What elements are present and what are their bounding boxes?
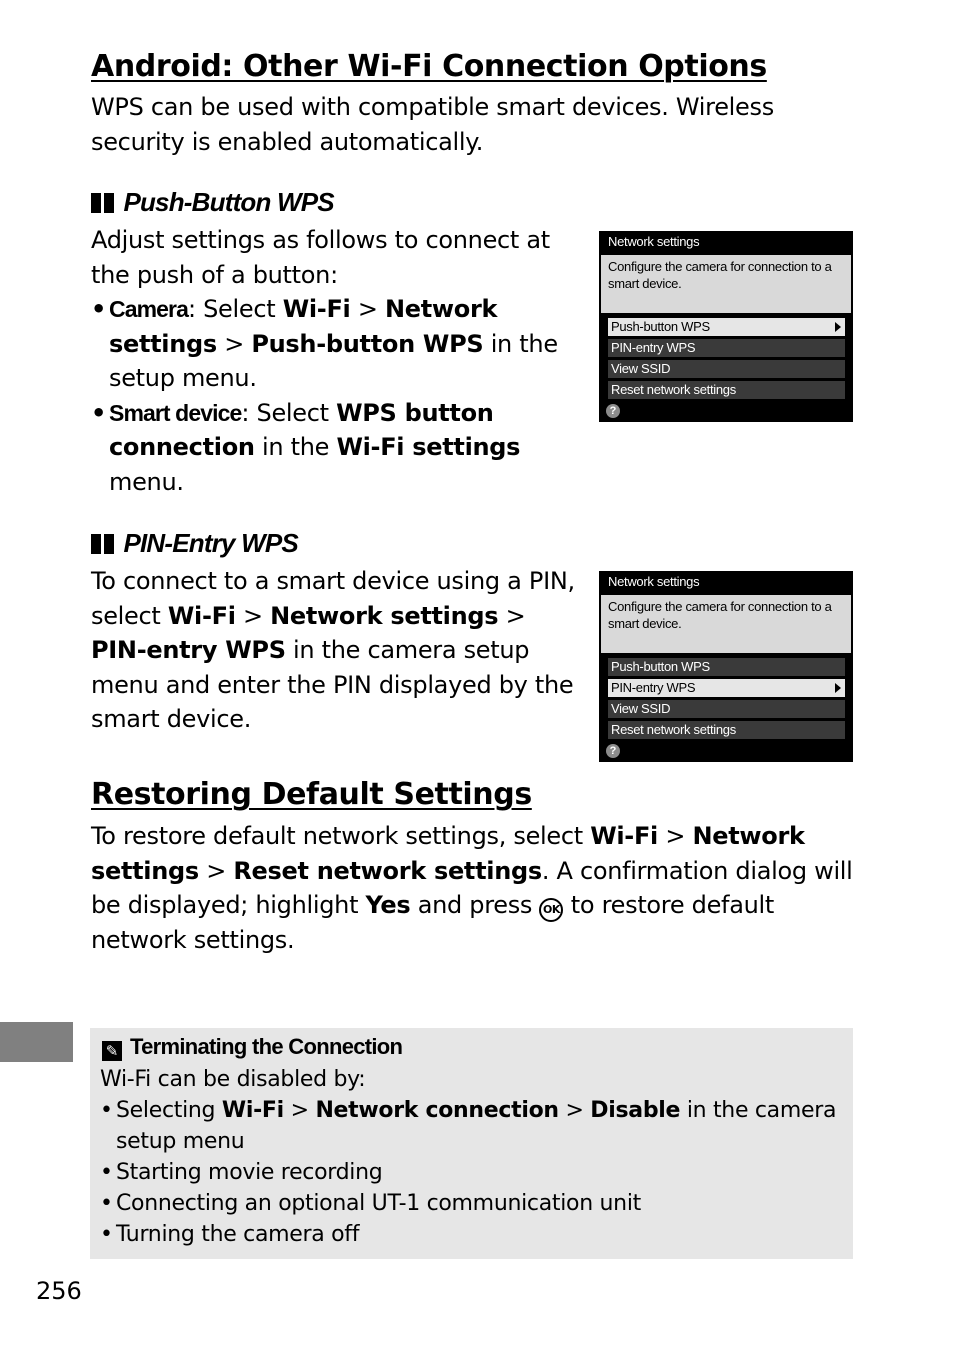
page-number: 256: [36, 1277, 82, 1305]
section-marker-icon: [104, 193, 114, 213]
screen-description: Configure the camera for connection to a smart device.: [601, 595, 851, 653]
menu-term: Wi-Fi: [221, 1098, 284, 1123]
help-icon: ?: [606, 404, 620, 418]
text: : Select: [188, 295, 283, 323]
text: To connect to a smart device using a PIN, select: [91, 567, 575, 630]
menu-item-reset-network-settings[interactable]: [608, 381, 845, 399]
arrow-right-icon: [835, 683, 841, 693]
separator: >: [283, 1098, 316, 1123]
separator: >: [558, 1098, 591, 1123]
menu-term: Wi-Fi: [590, 822, 658, 850]
camera-screen-push-button: [599, 231, 853, 422]
note-box: [90, 1028, 853, 1259]
text: menu.: [109, 467, 184, 496]
push-button-intro: Adjust settings as follows to connect at the push of a button:: [91, 226, 550, 289]
text: Selecting: [116, 1098, 222, 1123]
menu-item-label: View SSID: [611, 361, 671, 376]
section-heading-restoring-defaults: Restoring Default Settings: [91, 777, 532, 812]
text: . A confirmation dialog will be displayed; highlight: [91, 856, 853, 919]
menu-item-push-button-wps[interactable]: [608, 318, 845, 336]
separator: >: [658, 822, 693, 850]
push-button-instructions: [91, 223, 571, 499]
bullet-label: Smart device: [109, 399, 242, 426]
subheading-label: Push-Button WPS: [123, 187, 334, 217]
menu-term: Wi-Fi settings: [336, 433, 521, 461]
menu-item-label: Reset network settings: [611, 382, 736, 397]
note-bullet: • Starting movie recording: [100, 1157, 853, 1188]
menu-item-label: Push-button WPS: [611, 319, 710, 334]
menu-term: Network settings: [270, 601, 499, 630]
note-bullet: [100, 1095, 853, 1157]
menu-term: WPS button connection: [109, 398, 494, 461]
bullet-camera: [91, 292, 571, 396]
restore-instructions: [91, 819, 861, 957]
menu-item-label: Push-button WPS: [611, 659, 710, 674]
text: in the setup menu.: [109, 329, 558, 392]
note-body: [100, 1064, 853, 1250]
text: To restore default network settings, select: [91, 822, 591, 850]
menu-term: PIN-entry WPS: [91, 636, 286, 664]
section-marker-icon: [91, 193, 101, 213]
subheading-pin-entry-wps: [91, 528, 298, 559]
section-intro: WPS can be used with compatible smart devices. Wireless security is enabled automatically.: [91, 93, 774, 156]
section-marker-icon: [91, 534, 101, 554]
menu-item-label: PIN-entry WPS: [611, 340, 696, 355]
separator: >: [235, 601, 271, 630]
bullet-smart-device: [91, 396, 571, 500]
text: : Select: [241, 398, 337, 427]
bullet-label: Camera: [109, 296, 188, 322]
note-bullet: • Connecting an optional UT-1 communication unit: [100, 1188, 853, 1219]
separator: >: [198, 856, 234, 885]
menu-term: Network settings: [91, 822, 805, 885]
menu-term: Disable: [590, 1098, 681, 1123]
menu-term: Wi-Fi: [282, 295, 351, 323]
note-bullet: • Turning the camera off: [100, 1219, 853, 1250]
menu-item-label: Reset network settings: [611, 722, 736, 737]
arrow-right-icon: [835, 322, 841, 332]
menu-term: Wi-Fi: [167, 601, 236, 630]
note-title-label: Terminating the Connection: [130, 1034, 403, 1059]
subheading-label: PIN-Entry WPS: [123, 528, 298, 558]
help-icon: ?: [606, 744, 620, 758]
menu-term: Network settings: [109, 295, 498, 358]
screen-description: Configure the camera for connection to a smart device.: [601, 255, 851, 313]
pencil-icon: ✎: [102, 1041, 122, 1061]
chapter-tab: [0, 1022, 73, 1062]
subheading-push-button-wps: [91, 187, 334, 218]
separator: >: [350, 295, 385, 323]
menu-item-pin-entry-wps[interactable]: [608, 339, 845, 357]
text: in the camera setup menu: [116, 1098, 837, 1154]
menu-term: Network connection: [315, 1098, 559, 1123]
menu-item-view-ssid[interactable]: [608, 700, 845, 718]
menu-item-label: PIN-entry WPS: [611, 680, 696, 695]
menu-item-push-button-wps[interactable]: [608, 658, 845, 676]
section-heading-android-wifi: Android: Other Wi-Fi Connection Options: [91, 49, 767, 84]
text: to restore default network settings.: [91, 891, 774, 954]
camera-screen-pin-entry: [599, 571, 853, 762]
ok-button-icon: OK: [539, 898, 563, 922]
text: in the: [254, 433, 337, 461]
menu-item-label: View SSID: [611, 701, 671, 716]
screen-title: Network settings: [608, 234, 700, 249]
separator: >: [498, 601, 526, 630]
note-title: [102, 1034, 402, 1061]
pin-entry-instructions: [91, 564, 583, 737]
menu-item-view-ssid[interactable]: [608, 360, 845, 378]
menu-term: Yes: [365, 891, 411, 919]
note-intro: Wi-Fi can be disabled by:: [100, 1067, 366, 1092]
text: in the camera setup menu and enter the PIN displayed by the smart device.: [91, 636, 574, 733]
separator: >: [216, 329, 252, 358]
screen-title: Network settings: [608, 574, 700, 589]
menu-term: Push-button WPS: [251, 329, 484, 358]
text: and press: [410, 891, 540, 919]
menu-term: Reset network settings: [233, 856, 542, 885]
section-marker-icon: [104, 534, 114, 554]
menu-item-reset-network-settings[interactable]: [608, 721, 845, 739]
menu-item-pin-entry-wps[interactable]: [608, 679, 845, 697]
